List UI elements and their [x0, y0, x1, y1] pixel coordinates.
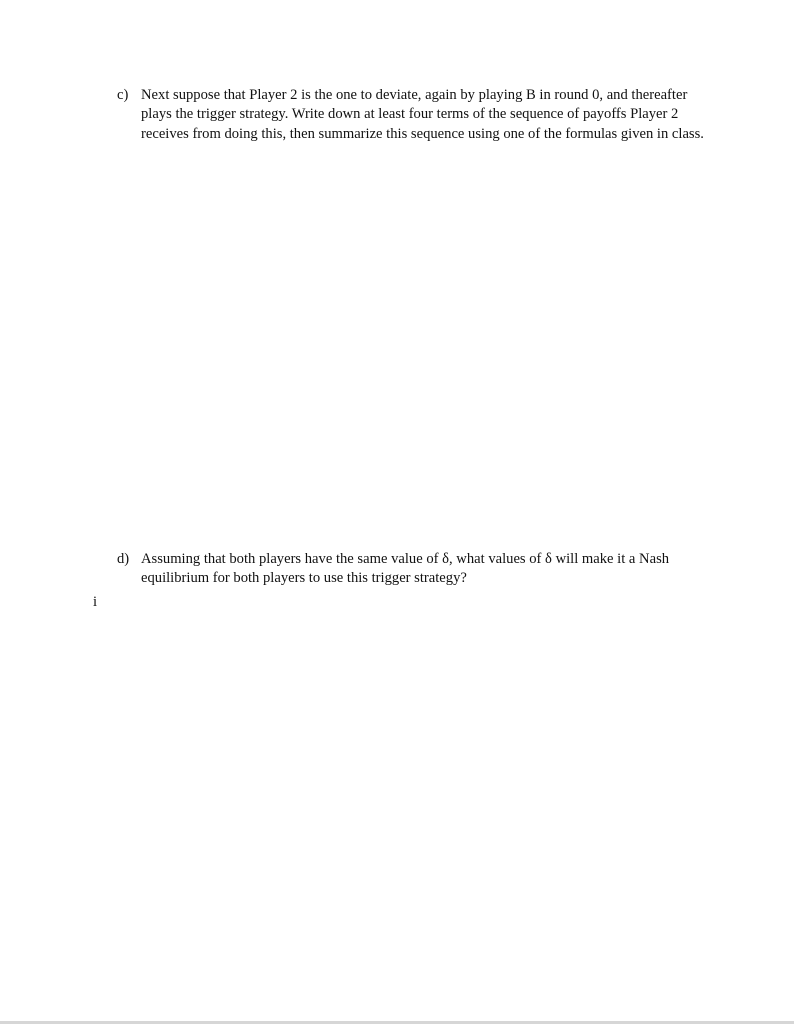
question-c-text: Next suppose that Player 2 is the one to deviate, again by playing B in round 0, and thereafter plays the trigger strategy. Write down at least four terms of the sequence of payoffs Player 2 receives from doing this, then summarize this sequence using one of the formulas given in class.	[141, 87, 704, 142]
question-d	[117, 550, 717, 589]
question-c-marker: c)	[117, 87, 129, 103]
question-c	[117, 86, 717, 144]
stray-mark: i	[93, 594, 98, 610]
question-d-text: Assuming that both players have the same value of δ, what values of δ will make it a Nash equilibrium for both players to use this trigger strategy?	[141, 551, 670, 587]
question-d-marker: d)	[117, 551, 130, 567]
